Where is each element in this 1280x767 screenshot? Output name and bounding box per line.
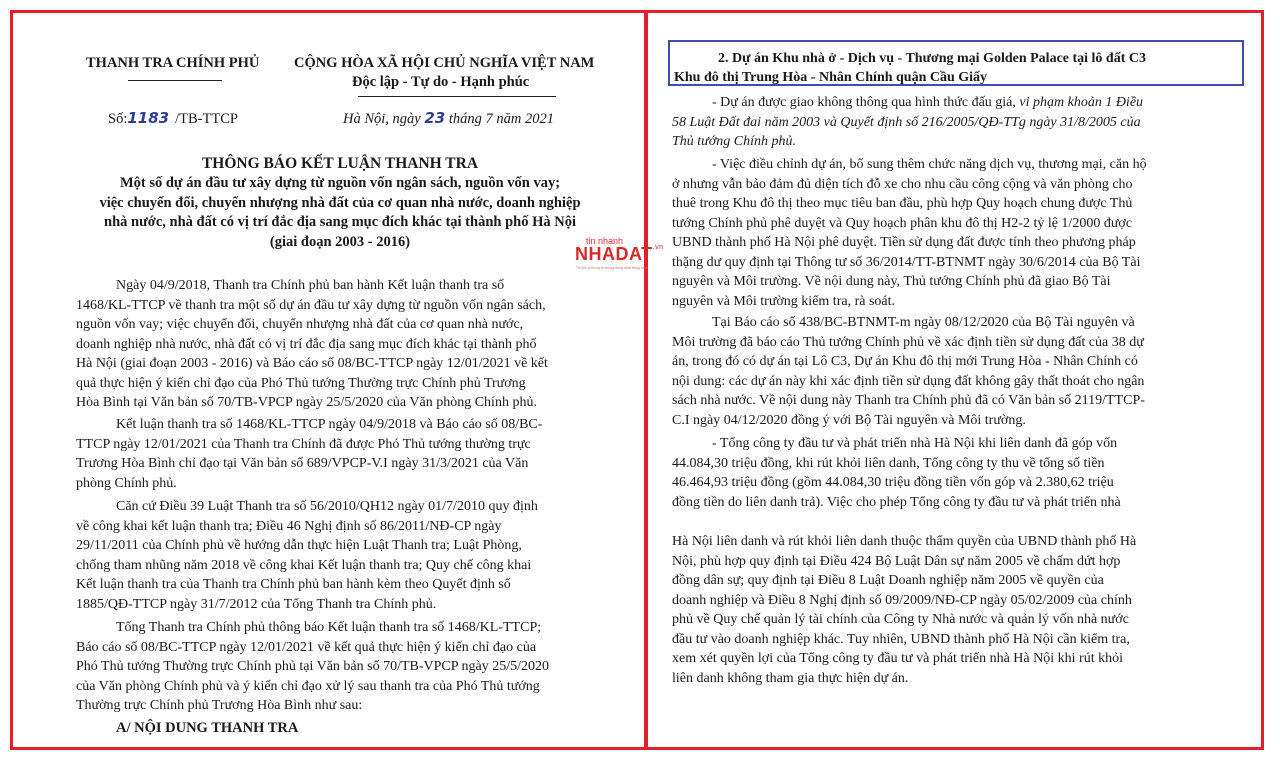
project-heading-line: 2. Dự án Khu nhà ở - Dịch vụ - Thương mại Golden Palace tại lô đất C3	[718, 51, 1146, 66]
subtitle-line: nhà nước, nhà đất có vị trí đắc địa sang mục đích khác tại thành phố Hà Nội	[104, 214, 576, 230]
text-line: doanh nghiệp nhà nước, nhà đất có vị trí đắc địa sang mục đích khác tại thành phố	[76, 336, 537, 352]
page-divider	[644, 10, 648, 750]
right-paragraph-4	[672, 434, 1232, 512]
agency-name: THANH TRA CHÍNH PHỦ	[86, 55, 260, 71]
text-line: - Việc điều chỉnh dự án, bổ sung thêm chức năng dịch vụ, thương mại, căn hộ	[712, 157, 1147, 172]
text-line: Trương Hòa Bình chỉ đạo tại Văn bản số 689/VPCP-V.I ngày 31/3/2021 của Văn	[76, 456, 529, 471]
text-line: sách nhà nước. Về nội dung này Thanh tra Chính phủ đã có Văn bản số 2119/TTCP-	[672, 393, 1145, 408]
agency-underline	[128, 80, 222, 81]
text-line: đồng tiền do liên danh trả). Việc cho phép Tổng công ty đầu tư và phát triển nhà	[672, 494, 1121, 510]
text-line: nội dung: các dự án này khi xác định tiền sử dụng đất không gây thất thoát cho ngân	[672, 373, 1145, 389]
text-line: Báo cáo số 08/BC-TTCP ngày 12/01/2021 về kết quả thực hiện ý kiến chỉ đạo của	[76, 639, 537, 655]
text-line: doanh nghiệp và Điều 8 Nghị định số 09/2009/NĐ-CP ngày 05/02/2009 của chính	[672, 592, 1132, 608]
handwritten-day: 23	[424, 109, 446, 127]
text-line: Tổng Thanh tra Chính phủ thông báo Kết luận thanh tra số 1468/KL-TTCP;	[116, 620, 542, 635]
date-prefix: Hà Nội, ngày	[343, 111, 421, 127]
number-prefix: Số:	[108, 111, 128, 127]
motto: Độc lập - Tự do - Hạnh phúc	[352, 74, 530, 90]
text-line: UBND thành phố Hà Nội phê duyệt. Tiền sử dụng đất được tính theo phương pháp	[672, 235, 1136, 250]
text-line: Tại Báo cáo số 438/BC-BTNMT-m ngày 08/12/2020 của Bộ Tài nguyên và	[712, 315, 1135, 330]
text-line: án, trong đó có dự án tại Lô C3, Dự án Khu đô thị mới Trung Hòa - Nhân Chính có	[672, 354, 1138, 369]
text-line: Phó Thủ tướng Thường trực Chính phủ tại Văn bản số 70/TB-VPCP ngày 25/5/2020	[76, 659, 549, 674]
text-line: của Văn phòng Chính phủ và ý kiến chỉ đạo xử lý sau thanh tra của Phó Thủ tướng	[76, 678, 540, 694]
document-number	[108, 109, 238, 128]
text-line: Hà Nội (giai đoạn 2003 - 2016) và Báo cáo số 08/BC-TTCP ngày 12/01/2021 về kết	[76, 356, 548, 371]
text-line: chống tham nhũng năm 2018 về công khai Kết luận thanh tra; Quy chế công khai	[76, 557, 532, 573]
subtitle-line: Một số dự án đầu tư xây dựng từ nguồn vốn ngân sách, nguồn vốn vay;	[119, 175, 561, 191]
text-line: nguồn vốn vay; việc chuyển đổi, chuyển nhượng nhà đất của cơ quan nhà nước,	[76, 317, 524, 332]
right-paragraph-5	[672, 532, 1232, 688]
left-paragraph-2	[76, 415, 628, 493]
text-line: thặng dư quy định tại Thông tư số 36/2014/TT-BTNMT ngày 30/6/2014 của Bộ Tài	[672, 254, 1141, 270]
text-line: Thường trực Chính phủ Trương Hòa Bình như sau:	[76, 698, 363, 713]
text-line: Kết luận thanh tra của Thanh tra Chính phủ ban hành kèm theo Quyết định số	[76, 577, 511, 592]
text-line: C.I ngày 04/12/2020 đồng ý với Bộ Tài nguyên và Môi trường.	[672, 412, 1026, 428]
text-line: nguyên và Môi trường kiểm tra, rà soát.	[672, 293, 895, 309]
watermark-logo	[575, 244, 664, 265]
watermark-tld: .vn	[652, 244, 664, 251]
text-line: Hà Nội liên danh và rút khỏi liên danh thuộc thẩm quyền của UBND thành phố Hà	[672, 534, 1137, 549]
motto-underline	[358, 96, 556, 97]
number-suffix: /TB-TTCP	[175, 111, 238, 127]
text-line: liên danh không tham gia thực hiện dự án.	[672, 670, 909, 686]
text-line: phủ về Quy chế quản lý tài chính của Công ty Nhà nước và quản lý vốn nhà nước	[672, 612, 1129, 627]
text-line: Thủ tướng Chính phủ.	[672, 134, 797, 149]
text-line: Căn cứ Điều 39 Luật Thanh tra số 56/2010/QH12 ngày 01/7/2010 quy định	[116, 499, 538, 514]
text-line: TTCP ngày 12/01/2021 của Thanh tra Chính đã được Phó Thủ tướng thường trực	[76, 436, 531, 452]
subtitle-line: (giai đoạn 2003 - 2016)	[269, 233, 411, 250]
project-heading-line: Khu đô thị Trung Hòa - Nhân Chính quận Cầu Giấy	[674, 70, 988, 85]
watermark-tagline: Tin tức & thông tin thông dụng nhất trong năm	[576, 266, 648, 270]
country-name: CỘNG HÒA XÃ HỘI CHỦ NGHĨA VIỆT NAM	[294, 55, 595, 71]
text-line: 1885/QĐ-TTCP ngày 31/7/2012 của Tổng Thanh tra Chính phủ.	[76, 596, 437, 612]
text-line: đồng dân sự; quy định tại Điều 8 Luật Doanh nghiệp năm 2005 về quyền của	[672, 573, 1104, 588]
text-line: Môi trường đã báo cáo Thủ tướng Chính phủ về xác định tiền sử dụng đất của 38 dự	[672, 334, 1144, 350]
text-line: Ngày 04/9/2018, Thanh tra Chính phủ ban hành Kết luận thanh tra số	[116, 278, 505, 293]
text-line: đầu tư vào doanh nghiệp khác. Tuy nhiên, UBND thành phố Hà Nội cần kiểm tra,	[672, 631, 1130, 647]
text-line: 29/11/2011 của Chính phủ về hướng dẫn thực hiện Luật Thanh tra; Luật Phòng,	[76, 538, 522, 553]
text-line: tướng Chính phủ phê duyệt và Quy hoạch phân khu đô thị H2-2 tỷ lệ 1/2000 được	[672, 215, 1133, 231]
text-line: về công khai kết luận thanh tra; Điều 46 Nghị định số 86/2011/NĐ-CP ngày	[76, 518, 502, 534]
text-line: Kết luận thanh tra số 1468/KL-TTCP ngày 04/9/2018 và Báo cáo số 08/BC-	[116, 417, 543, 432]
watermark-small-text: tin nhanh	[586, 236, 624, 246]
left-paragraph-4	[76, 618, 628, 716]
text-span: - Dự án được giao không thông qua hình thức đấu giá,	[712, 95, 1016, 110]
text-line: xem xét quyền lợi của Tổng công ty đầu tư và phát triển nhà Hà Nội khi rút khỏi	[672, 651, 1123, 666]
left-paragraph-1	[76, 276, 628, 413]
text-line: Nội, phù hợp quy định tại Điều 424 Bộ Luật Dân sự năm 2005 về chấm dứt hợp	[672, 553, 1121, 569]
handwritten-number: 1183	[127, 109, 170, 127]
text-line: ở nhưng vẫn bảo đảm đủ diện tích đỗ xe cho nhu cầu công cộng và văn phòng cho	[672, 176, 1133, 192]
notice-subtitle	[20, 174, 660, 252]
text-line: 46.464,93 triệu đồng (gồm 44.084,30 triệu đồng tiền vốn góp và 2.380,62 triệu	[672, 475, 1114, 490]
watermark-brand: NHADAT	[575, 244, 653, 264]
text-line: 1468/KL-TTCP về thanh tra một số dự án đầu tư xây dựng từ nguồn vốn ngân sách,	[76, 297, 546, 313]
left-paragraph-3	[76, 497, 628, 614]
section-heading: A/ NỘI DUNG THANH TRA	[116, 720, 299, 736]
right-paragraph-3	[672, 313, 1232, 430]
right-paragraph-1	[672, 93, 1232, 152]
text-line: 58 Luật Đất đai năm 2003 và Quyết định số 216/2005/QĐ-TTg ngày 31/8/2005 của	[672, 114, 1141, 130]
text-line: thuê trong Khu đô thị theo mục tiêu ban đầu, phù hợp Quy hoạch chung được Thủ	[672, 196, 1133, 211]
text-line: Hòa Bình tại Văn bản số 70/TB-VPCP ngày 25/5/2020 của Văn phòng Chính phủ.	[76, 395, 537, 410]
text-line: phòng Chính phủ.	[76, 475, 177, 491]
document-date	[343, 109, 554, 128]
subtitle-line: việc chuyển đổi, chuyển nhượng nhà đất của cơ quan nhà nước, doanh nghiệp	[99, 194, 581, 211]
project-heading-box	[668, 40, 1244, 86]
text-line: quả thực hiện ý kiến chỉ đạo của Phó Thủ tướng Thường trực Chính phủ Trương	[76, 375, 526, 391]
right-paragraph-2	[672, 155, 1232, 311]
text-line: - Tổng công ty đầu tư và phát triển nhà Hà Nội khi liên danh đã góp vốn	[712, 436, 1118, 451]
text-line: nguyên và Môi trường. Về nội dung này, Thủ tướng Chính phủ đã giao Bộ Tài	[672, 274, 1111, 289]
text-span-italic: vi phạm khoản 1 Điều	[1015, 95, 1144, 110]
date-suffix: tháng 7 năm 2021	[448, 111, 554, 127]
notice-title: THÔNG BÁO KẾT LUẬN THANH TRA	[201, 155, 479, 172]
text-line: 44.084,30 triệu đồng, khi rút khỏi liên danh, Tổng công ty thu về tổng số tiền	[672, 455, 1105, 471]
text-line	[672, 93, 1232, 113]
